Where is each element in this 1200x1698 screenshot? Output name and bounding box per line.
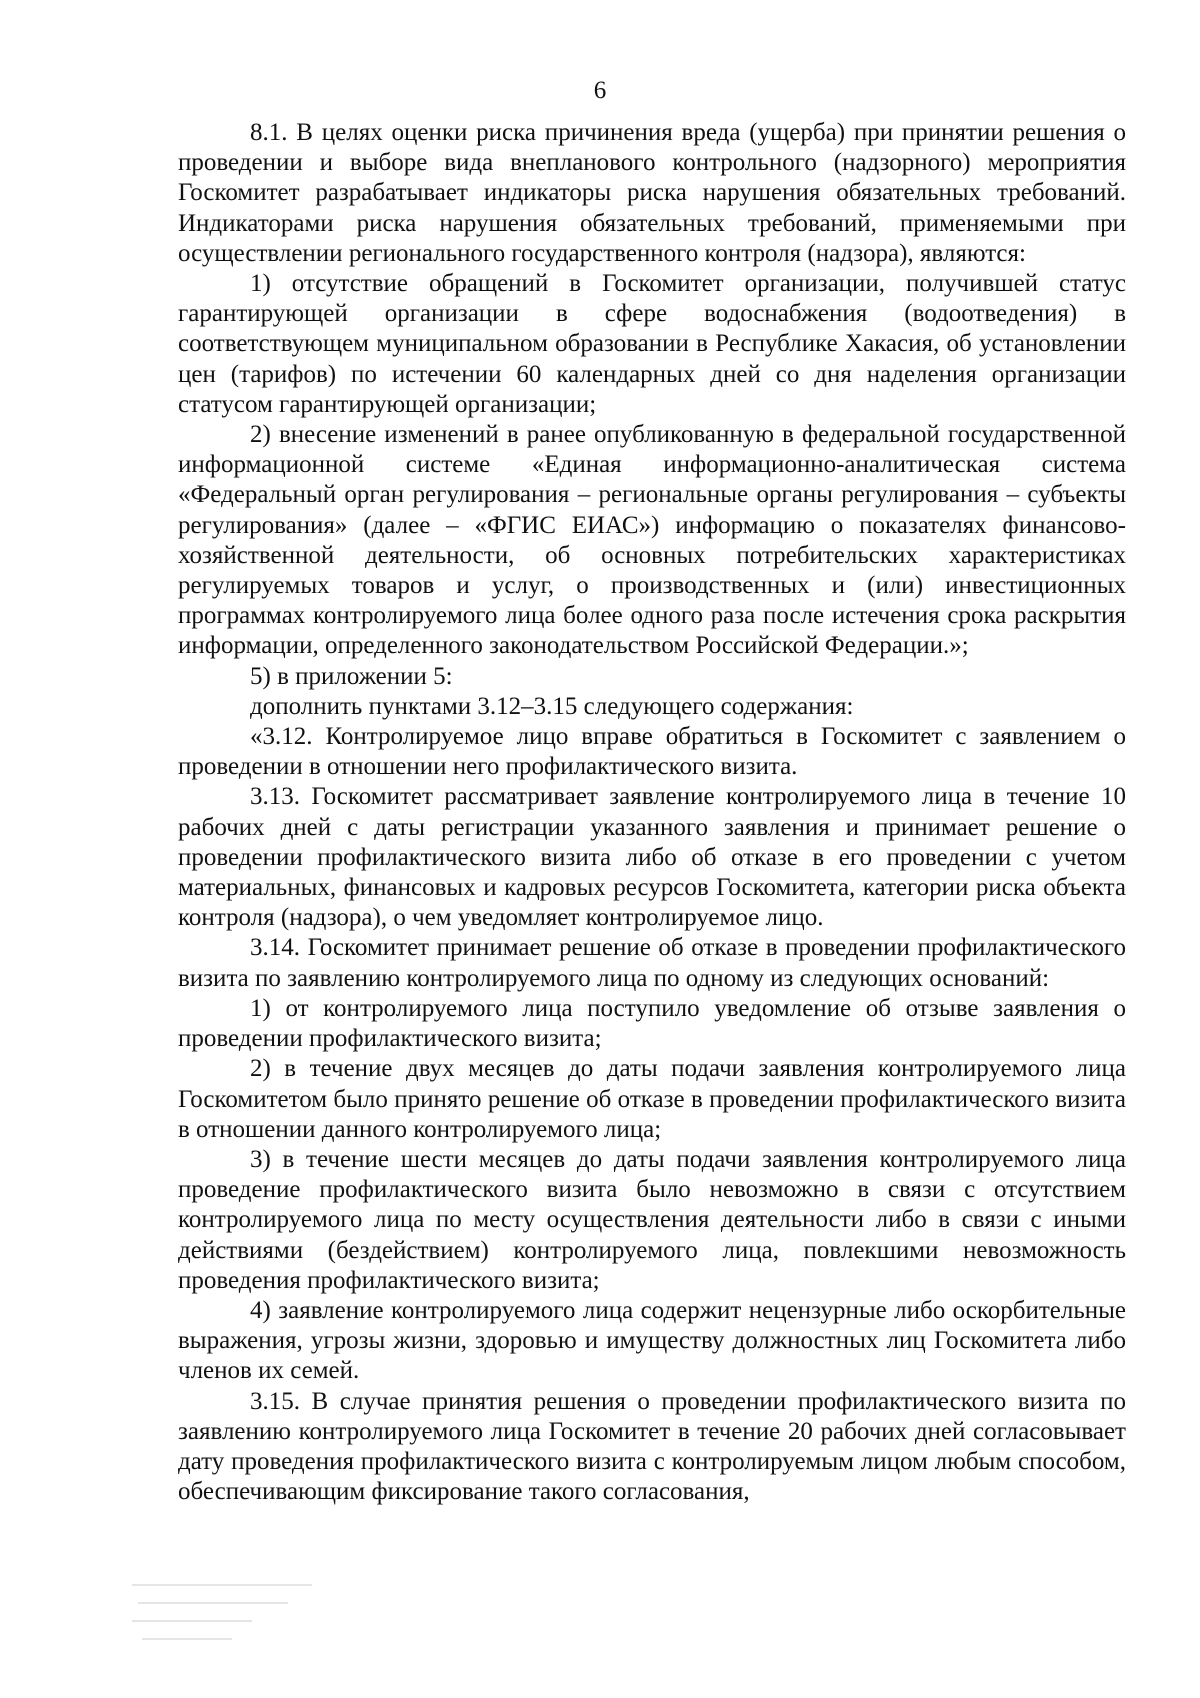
document-body: [178, 118, 1126, 1507]
paragraph-indicator-2: 2) внесение изменений в ранее опубликованную в федеральной государственной информационной системе «Единая информационно-аналитическая система «Федеральный орган регулирования – региональные органы регулирования – субъекты регулирования» (далее – «ФГИС ЕИАС») информацию о показателях финансово-хозяйственной деятельности, об основных потребительских характеристиках регулируемых товаров и услуг, о производственных и (или) инвестиционных программах контролируемого лица более одного раза после истечения срока раскрытия информации, определенного законодательством Российской Федерации.»;: [178, 421, 1126, 660]
paragraph-indicator-1: 1) отсутствие обращений в Госкомитет организации, получившей статус гарантирующей организации в сфере водоснабжения (водоотведения) в соответствующем муниципальном образовании в Республике Хакасия, об установлении цен (тарифов) по истечении 60 календарных дней со дня наделения организации статусом гарантирующей организации;: [178, 270, 1126, 418]
paragraph-supplement: дополнить пунктами 3.12–3.15 следующего содержания:: [250, 692, 854, 720]
paragraph-appendix-5: 5) в приложении 5:: [250, 662, 453, 690]
paragraph-3-13: 3.13. Госкомитет рассматривает заявление контролируемого лица в течение 10 рабочих дней с даты регистрации указанного заявления и принимает решение о проведении профилактического визита либо об отказе в его проведении с учетом материальных, финансовых и кадровых ресурсов Госкомитета, категории риска объекта контроля (надзора), о чем уведомляет контролируемое лицо.: [178, 783, 1126, 932]
paragraph-8-1: 8.1. В целях оценки риска причинения вреда (ущерба) при принятии решения о проведении и выборе вида внепланового контрольного (надзорного) мероприятия Госкомитет разрабатывает индикаторы риска нарушения обязательных требований. Индикаторами риска нарушения обязательных требований, применяемыми при осуществлении регионального государственного контроля (надзора), являются:: [178, 119, 1126, 267]
paragraph-ground-2: 2) в течение двух месяцев до даты подачи заявления контролируемого лица Госкомитетом было принято решение об отказе в проведении профилактического визита в отношении данного контролируемого лица;: [178, 1055, 1126, 1143]
paragraph-ground-4: 4) заявление контролируемого лица содержит нецензурные либо оскорбительные выражения, угрозы жизни, здоровью и имуществу должностных лиц Госкомитета либо членов их семей.: [178, 1296, 1126, 1385]
paragraph-3-15: 3.15. В случае принятия решения о проведении профилактического визита по заявлению контролируемого лица Госкомитет в течение 20 рабочих дней согласовывает дату проведения профилактического визита с контролируемым лицом любым способом, обеспечивающим фиксирование такого согласования,: [178, 1387, 1126, 1506]
paragraph-ground-1: 1) от контролируемого лица поступило уведомление об отзыве заявления о проведении профилактического визита;: [178, 994, 1126, 1053]
page-number: 6: [593, 77, 607, 104]
scan-artifact: [132, 1580, 332, 1660]
paragraph-ground-3: 3) в течение шести месяцев до даты подачи заявления контролируемого лица проведение профилактического визита было невозможно в связи с отсутствием контролируемого лица по месту осуществления деятельности либо в связи с иными действиями (бездействием) контролируемого лица, повлекшими невозможность проведения профилактического визита;: [178, 1145, 1126, 1294]
paragraph-3-12: «3.12. Контролируемое лицо вправе обратиться в Госкомитет с заявлением о проведении в отношении него профилактического визита.: [178, 723, 1126, 781]
paragraph-3-14: 3.14. Госкомитет принимает решение об отказе в проведении профилактического визита по заявлению контролируемого лица по одному из следующих оснований:: [178, 934, 1126, 992]
